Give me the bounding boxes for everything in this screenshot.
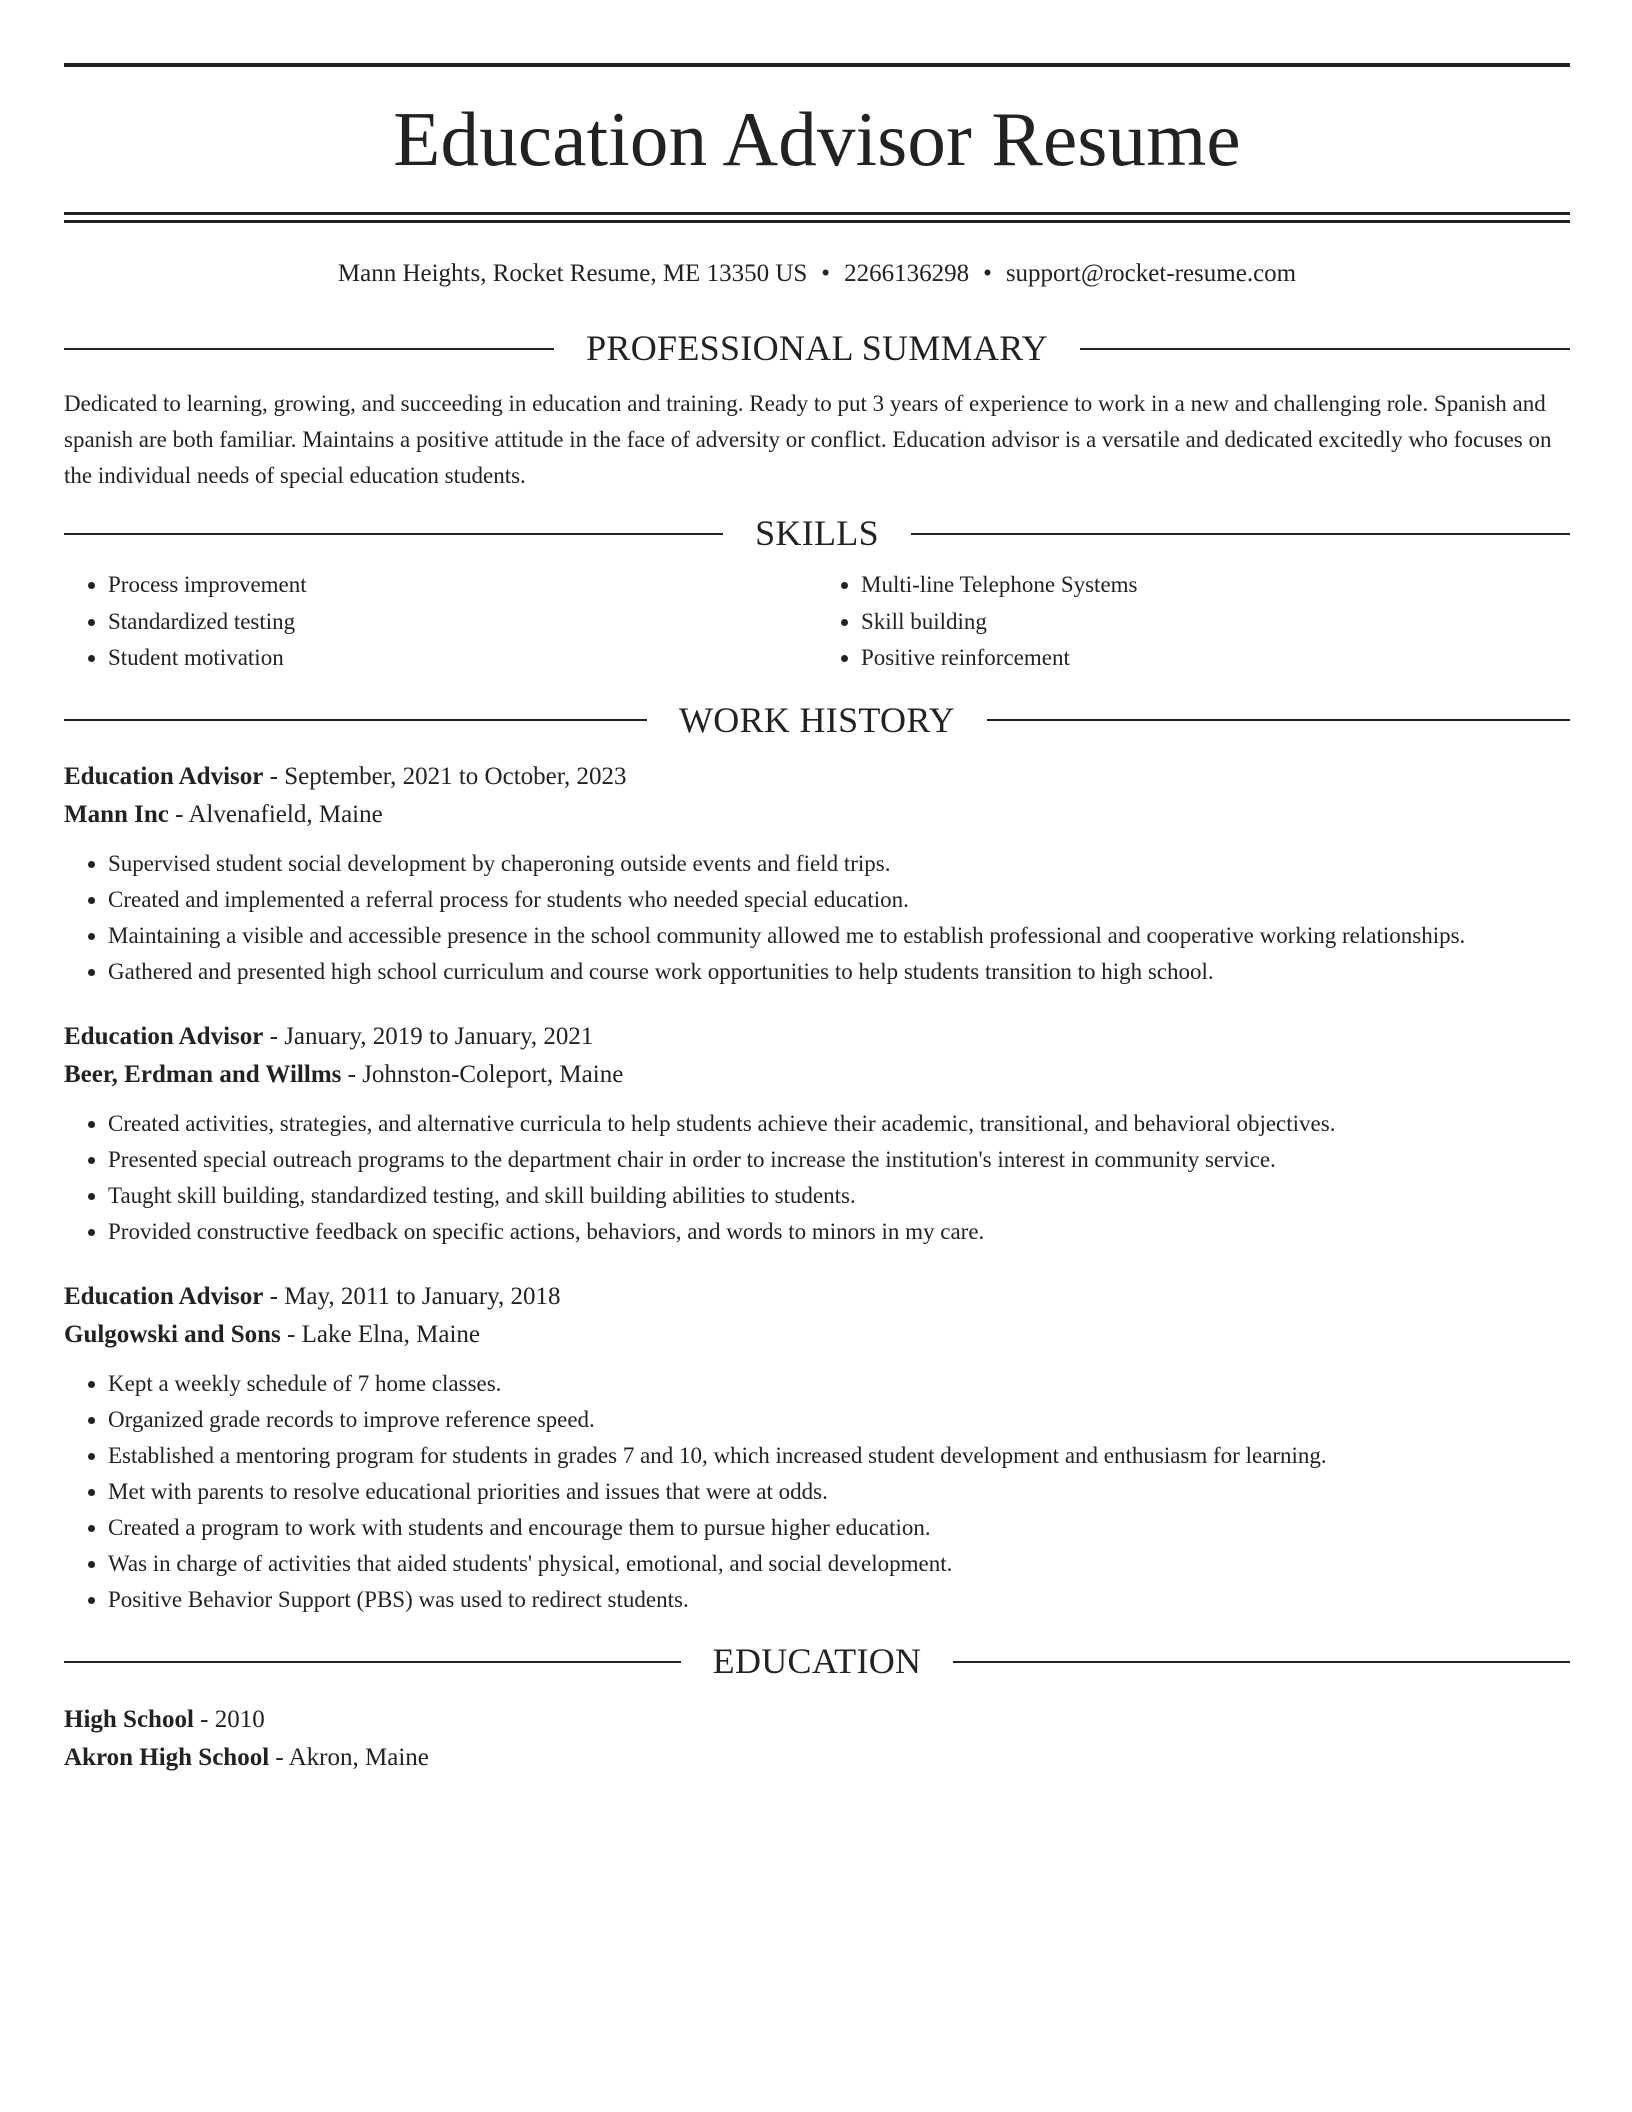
section-rule-right bbox=[987, 719, 1570, 721]
contact-line bbox=[64, 259, 1570, 289]
job-bullet: • Created a program to work with students and encourage them to pursue higher education. bbox=[108, 1510, 1570, 1546]
contact-address: Mann Heights, Rocket Resume, ME 13350 US bbox=[337, 260, 808, 287]
education-location: Akron, Maine bbox=[288, 1744, 429, 1772]
job-company-line: Beer, Erdman and Willms - Johnston-Coleport, Maine bbox=[64, 1061, 624, 1089]
page-title: Education Advisor Resume bbox=[393, 96, 1241, 182]
contact-email: support@rocket-resume.com bbox=[1005, 260, 1297, 287]
section-rule-left bbox=[64, 533, 723, 535]
job-bullet: • Was in charge of activities that aided students' physical, emotional, and social development. bbox=[108, 1546, 1570, 1582]
job-bullet: • Created and implemented a referral process for students who needed special education. bbox=[108, 882, 1570, 918]
job-title: Education Advisor bbox=[64, 1283, 264, 1311]
job-bullets bbox=[64, 1366, 1570, 1618]
skills-column-left bbox=[64, 567, 817, 677]
contact-separator: • bbox=[983, 260, 992, 287]
section-rule-right bbox=[953, 1661, 1570, 1663]
section-title-skills: SKILLS bbox=[755, 513, 879, 554]
job-entry bbox=[64, 758, 1570, 990]
job-company: Mann Inc bbox=[64, 801, 169, 829]
title-double-rule bbox=[64, 212, 1570, 223]
section-title-work: WORK HISTORY bbox=[679, 699, 955, 740]
section-header-summary bbox=[64, 327, 1570, 370]
job-dates: May, 2011 to January, 2018 bbox=[284, 1283, 561, 1311]
job-bullet: • Maintaining a visible and accessible presence in the school community allowed me to establish professional and cooperative working relationships. bbox=[108, 918, 1570, 954]
section-header-education bbox=[64, 1640, 1570, 1683]
job-bullet: • Taught skill building, standardized testing, and skill building abilities to students. bbox=[108, 1178, 1570, 1214]
job-bullet: • Positive Behavior Support (PBS) was used to redirect students. bbox=[108, 1582, 1570, 1618]
skill-item: • Student motivation bbox=[108, 640, 817, 677]
job-bullet: • Presented special outreach programs to the department chair in order to increase the institution's interest in community service. bbox=[108, 1142, 1570, 1178]
job-title-line: Education Advisor - January, 2019 to January, 2021 bbox=[64, 1023, 594, 1051]
job-bullet: • Kept a weekly schedule of 7 home classes. bbox=[108, 1366, 1570, 1402]
job-dates: September, 2021 to October, 2023 bbox=[284, 763, 627, 791]
education-entry bbox=[64, 1701, 1570, 1777]
job-title: Education Advisor bbox=[64, 763, 264, 791]
education-degree: High School bbox=[64, 1706, 194, 1734]
skill-item: • Skill building bbox=[861, 604, 1570, 641]
contact-separator: • bbox=[821, 260, 831, 287]
job-company: Gulgowski and Sons bbox=[64, 1321, 281, 1349]
skills-column-right bbox=[817, 567, 1570, 677]
job-title-line: Education Advisor - May, 2011 to January, 2018 bbox=[64, 1283, 561, 1311]
section-header-work bbox=[64, 699, 1570, 742]
job-entry bbox=[64, 1018, 1570, 1250]
job-company-line: Mann Inc - Alvenafield, Maine bbox=[64, 801, 383, 829]
job-title: Education Advisor bbox=[64, 1023, 264, 1051]
section-rule-left bbox=[64, 1661, 681, 1663]
job-bullet: • Gathered and presented high school curriculum and course work opportunities to help students transition to high school. bbox=[108, 954, 1570, 990]
job-bullet: • Established a mentoring program for students in grades 7 and 10, which increased student development and enthusiasm for learning. bbox=[108, 1438, 1570, 1474]
education-school-line: Akron High School - Akron, Maine bbox=[64, 1744, 429, 1772]
job-dates: January, 2019 to January, 2021 bbox=[284, 1023, 594, 1051]
job-bullets bbox=[64, 1106, 1570, 1250]
skill-item: • Multi-line Telephone Systems bbox=[861, 567, 1570, 604]
education-school: Akron High School bbox=[64, 1744, 270, 1772]
job-bullets bbox=[64, 846, 1570, 990]
section-rule-right bbox=[1080, 348, 1570, 350]
section-rule-right bbox=[911, 533, 1570, 535]
contact-phone: 2266136298 bbox=[844, 260, 970, 287]
job-location: Johnston-Coleport, Maine bbox=[362, 1061, 624, 1089]
job-location: Lake Elna, Maine bbox=[301, 1321, 481, 1349]
section-header-skills bbox=[64, 512, 1570, 555]
job-bullet: • Supervised student social development by chaperoning outside events and field trips. bbox=[108, 846, 1570, 882]
skill-item: • Standardized testing bbox=[108, 604, 817, 641]
job-entry bbox=[64, 1278, 1570, 1618]
skill-item: • Process improvement bbox=[108, 567, 817, 604]
section-rule-left bbox=[64, 719, 647, 721]
resume-page bbox=[64, 63, 1570, 1777]
section-title-summary: PROFESSIONAL SUMMARY bbox=[586, 328, 1048, 368]
top-rule bbox=[64, 63, 1570, 67]
job-bullet: • Provided constructive feedback on specific actions, behaviors, and words to minors in my care. bbox=[108, 1214, 1570, 1250]
job-title-line: Education Advisor - September, 2021 to October, 2023 bbox=[64, 763, 627, 791]
job-company-line: Gulgowski and Sons - Lake Elna, Maine bbox=[64, 1321, 481, 1349]
summary-text: Dedicated to learning, growing, and succeeding in education and training. Ready to put 3 years of experience to work in a new and challenging role. Spanish and spanish are both familiar. Maintains a positive attitude in the face of adversity or conflict. Education advisor is a versatile and dedicated excitedly who focuses on the individual needs of special education students. bbox=[64, 391, 1552, 489]
section-rule-left bbox=[64, 348, 554, 350]
job-bullet: • Created activities, strategies, and alternative curricula to help students achieve their academic, transitional, and behavioral objectives. bbox=[108, 1106, 1570, 1142]
job-bullet: • Met with parents to resolve educational priorities and issues that were at odds. bbox=[108, 1474, 1570, 1510]
section-title-education: EDUCATION bbox=[712, 1641, 922, 1682]
education-degree-line: High School - 2010 bbox=[64, 1706, 265, 1734]
job-company: Beer, Erdman and Willms bbox=[64, 1061, 342, 1089]
job-bullet: • Organized grade records to improve reference speed. bbox=[108, 1402, 1570, 1438]
education-year: 2010 bbox=[214, 1706, 265, 1734]
job-location: Alvenafield, Maine bbox=[188, 801, 383, 829]
skills-list bbox=[64, 567, 1570, 677]
skill-item: • Positive reinforcement bbox=[861, 640, 1570, 677]
